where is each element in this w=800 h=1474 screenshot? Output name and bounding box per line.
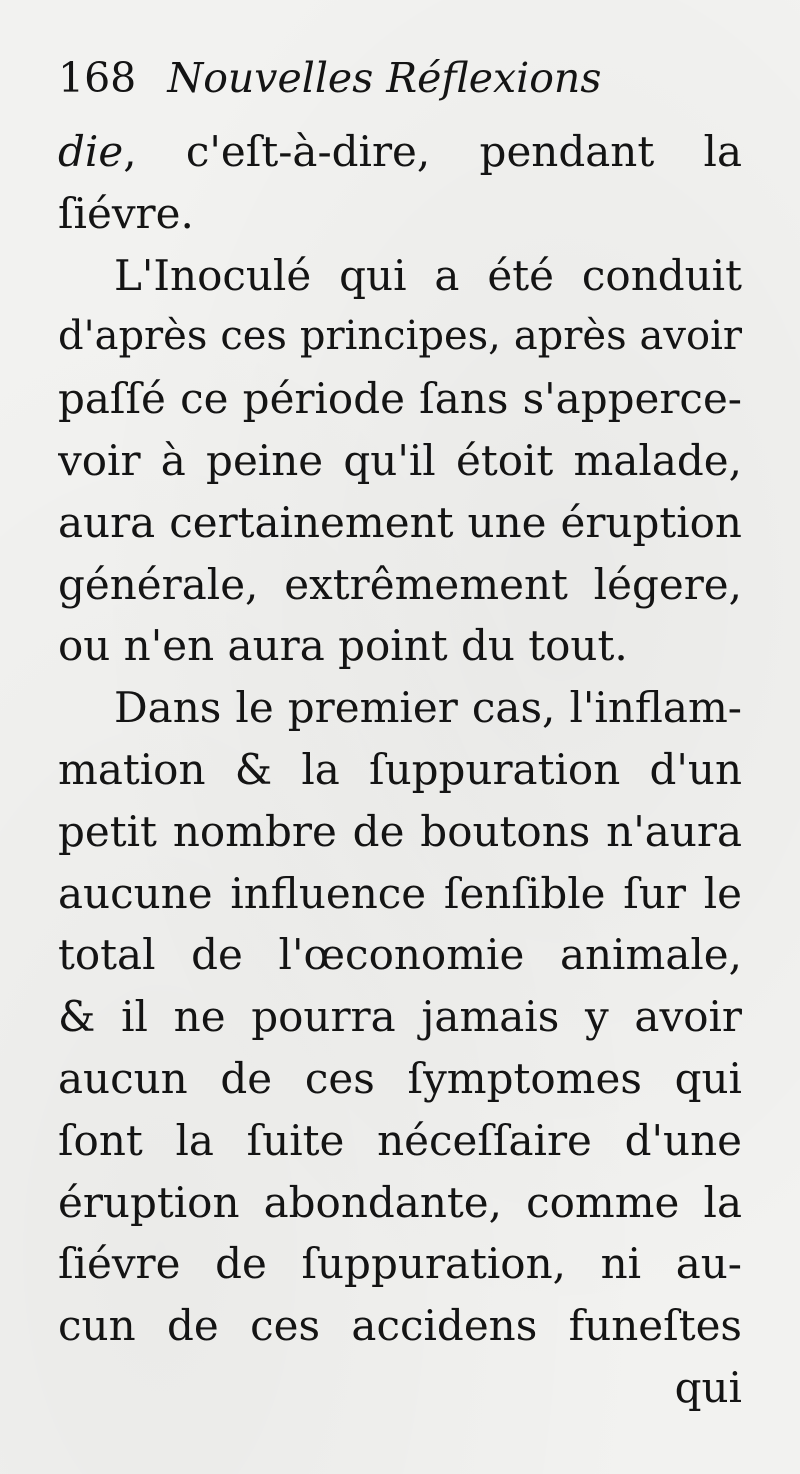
- text-line-1: [58, 121, 742, 183]
- text-line-19: ſiévre de ſuppuration, ni au-: [58, 1239, 742, 1289]
- text-line-15: & il ne pourra jamais y avoir: [58, 992, 742, 1042]
- text-line-6: voir à peine qu'il étoit malade,: [58, 435, 742, 485]
- catchword: qui: [674, 1362, 742, 1412]
- text-line-13: aucune influence ſenſible ſur le: [58, 868, 742, 918]
- running-title: Nouvelles Réflexions: [167, 54, 602, 102]
- text-line-4: d'après ces principes, après avoir: [58, 313, 742, 360]
- paragraph-1-start: L'Inoculé qui a été conduit: [114, 250, 742, 300]
- text-line-11: mation & la ſuppuration d'un: [58, 744, 742, 794]
- hyphenated-word-end: die: [58, 127, 124, 176]
- text-line-1-rest: , c'eſt-à-dire, pendant la: [123, 127, 742, 176]
- text-line-12: petit nombre de boutons n'aura: [58, 806, 742, 856]
- text-line-20: cun de ces accidens funeſtes: [58, 1301, 742, 1351]
- text-line-16: aucun de ces ſymptomes qui: [58, 1053, 742, 1103]
- text-line-14: total de l'œconomie animale,: [58, 930, 742, 980]
- text-line-2: ſiévre.: [58, 188, 194, 238]
- text-line-17: ſont la ſuite néceſſaire d'une: [58, 1115, 742, 1165]
- page-number: 168: [58, 54, 137, 102]
- text-line-9: ou n'en aura point du tout.: [58, 621, 628, 671]
- text-line-5: paſſé ce période ſans s'apperce-: [58, 374, 742, 424]
- text-line-18: éruption abondante, comme la: [58, 1177, 742, 1227]
- page-header: [58, 48, 601, 108]
- body-text: [58, 121, 742, 1419]
- paragraph-2-start: Dans le premier cas, l'inflam-: [114, 683, 742, 733]
- text-line-7: aura certainement une éruption: [58, 497, 742, 547]
- text-line-8: générale, extrêmement légere,: [58, 559, 742, 609]
